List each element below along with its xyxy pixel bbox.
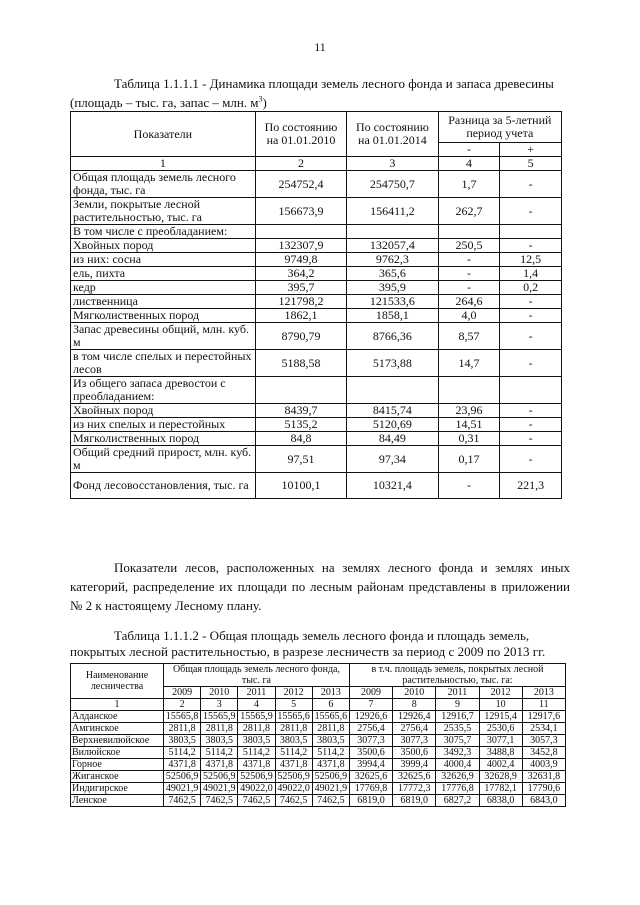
table-cell: 3075,7 (436, 735, 479, 747)
row-label: Верхневилюйское (71, 735, 164, 747)
table-cell: 1,7 (438, 171, 500, 198)
table-cell: - (500, 309, 562, 323)
table-cell: 5114,2 (275, 747, 312, 759)
table-cell: 17776,8 (436, 783, 479, 795)
header-plus: + (500, 143, 562, 157)
row-label: Жиганское (71, 771, 164, 783)
table-cell: 10100,1 (255, 473, 346, 499)
table-cell: 8439,7 (255, 404, 346, 418)
table-cell: 3492,3 (436, 747, 479, 759)
table-cell: - (500, 198, 562, 225)
table-cell: 6819,0 (349, 795, 392, 807)
table-cell (500, 225, 562, 239)
header-forestry-name: Наименование лесничества (71, 664, 164, 699)
table-cell: 254752,4 (255, 171, 346, 198)
table-cell: 3500,6 (349, 747, 392, 759)
year-header: 2012 (479, 687, 522, 699)
table-cell: 15565,6 (312, 711, 349, 723)
table-row (71, 432, 562, 446)
table-cell: 15565,8 (164, 711, 201, 723)
table-cell: - (438, 473, 500, 499)
year-header: 2011 (238, 687, 275, 699)
table-row (71, 281, 562, 295)
year-header: 2010 (393, 687, 436, 699)
table-cell: 0,2 (500, 281, 562, 295)
row-label: Общая площадь земель лесного фонда, тыс. га (71, 171, 256, 198)
table-cell: - (438, 253, 500, 267)
year-header: 2009 (164, 687, 201, 699)
table-cell: 5114,2 (164, 747, 201, 759)
table-row (71, 404, 562, 418)
table-cell: 3803,5 (238, 735, 275, 747)
table-row (71, 267, 562, 281)
table-cell: 4371,8 (201, 759, 238, 771)
table-cell: - (500, 295, 562, 309)
table-cell: 0,17 (438, 446, 500, 473)
table-cell: 5188,58 (255, 350, 346, 377)
table-cell: - (500, 323, 562, 350)
table-cell: - (500, 446, 562, 473)
table-cell: 7462,5 (275, 795, 312, 807)
column-number: 4 (438, 157, 500, 171)
table-row (71, 225, 562, 239)
table-cell: 49021,9 (312, 783, 349, 795)
table-cell: 2811,8 (201, 723, 238, 735)
header-minus: - (438, 143, 500, 157)
table-row (71, 771, 566, 783)
table-cell: 14,51 (438, 418, 500, 432)
row-label: Общий средний прирост, млн. куб. м (71, 446, 256, 473)
table-cell: 52506,9 (164, 771, 201, 783)
table-row (71, 239, 562, 253)
table-cell: 2811,8 (238, 723, 275, 735)
table-cell: 3077,3 (393, 735, 436, 747)
table-cell: 9749,8 (255, 253, 346, 267)
table-cell: 15565,9 (201, 711, 238, 723)
table-cell: 8415,74 (347, 404, 438, 418)
table-cell: 12915,4 (479, 711, 522, 723)
table-row (71, 473, 562, 499)
table-cell: 4371,8 (312, 759, 349, 771)
column-number: 3 (201, 699, 238, 711)
table-cell: 2811,8 (164, 723, 201, 735)
table-cell: 15565,9 (238, 711, 275, 723)
table-cell: 6827,2 (436, 795, 479, 807)
table-cell: - (500, 418, 562, 432)
row-label: Земли, покрытые лесной растительностью, тыс. га (71, 198, 256, 225)
row-label: Хвойных пород (71, 239, 256, 253)
table-cell: 7462,5 (312, 795, 349, 807)
table-cell: 365,6 (347, 267, 438, 281)
table-cell: 10321,4 (347, 473, 438, 499)
column-number: 8 (393, 699, 436, 711)
column-number: 2 (255, 157, 346, 171)
column-number: 10 (479, 699, 522, 711)
table-cell: 3077,1 (479, 735, 522, 747)
table-row (71, 747, 566, 759)
table-cell: 5114,2 (312, 747, 349, 759)
table1-caption (70, 76, 570, 111)
body-paragraph: Показатели лесов, расположенных на землях лесного фонда и землях иных категорий, распределение их площади по лесным районам представлены в приложении № 2 к настоящему Лесному плану. (70, 560, 570, 613)
table-cell: 3803,5 (164, 735, 201, 747)
table-cell: 250,5 (438, 239, 500, 253)
table-cell: 6819,0 (393, 795, 436, 807)
table-cell: 156411,2 (347, 198, 438, 225)
table-row (71, 295, 562, 309)
table-cell: 395,9 (347, 281, 438, 295)
table-cell: 2530,6 (479, 723, 522, 735)
row-label: Хвойных пород (71, 404, 256, 418)
table-cell: 9762,3 (347, 253, 438, 267)
table-cell: 15565,6 (275, 711, 312, 723)
column-number: 6 (312, 699, 349, 711)
row-label: Индигирское (71, 783, 164, 795)
table-cell: 264,6 (438, 295, 500, 309)
column-number: 3 (347, 157, 438, 171)
table-cell: 3803,5 (312, 735, 349, 747)
table-cell: 5120,69 (347, 418, 438, 432)
table-cell: 7462,5 (238, 795, 275, 807)
row-label: Запас древесины общий, млн. куб. м (71, 323, 256, 350)
table-cell: 49021,9 (201, 783, 238, 795)
row-label: Из общего запаса древостои с преобладанием: (71, 377, 256, 404)
table-cell: 8,57 (438, 323, 500, 350)
table-cell: 4000,4 (436, 759, 479, 771)
row-label: Амгинское (71, 723, 164, 735)
table-cell: 3999,4 (393, 759, 436, 771)
year-header: 2013 (522, 687, 565, 699)
year-header: 2013 (312, 687, 349, 699)
table-cell: 32625,6 (349, 771, 392, 783)
table-cell: 17790,6 (522, 783, 565, 795)
row-label: Фонд лесовосстановления, тыс. га (71, 473, 256, 499)
table-cell: 132307,9 (255, 239, 346, 253)
table-cell: 1862,1 (255, 309, 346, 323)
table-cell: 32626,9 (436, 771, 479, 783)
header-state-2014: По состоянию на 01.01.2014 (347, 112, 438, 157)
table-row (71, 171, 562, 198)
column-number: 11 (522, 699, 565, 711)
table-row (71, 323, 562, 350)
table-cell: 5114,2 (238, 747, 275, 759)
table-row (71, 759, 566, 771)
table-cell: 132057,4 (347, 239, 438, 253)
header-state-2010: По состоянию на 01.01.2010 (255, 112, 346, 157)
table-cell: 12926,6 (349, 711, 392, 723)
table-cell: 84,8 (255, 432, 346, 446)
table-cell: 17782,1 (479, 783, 522, 795)
table-cell: 97,51 (255, 446, 346, 473)
row-label: Алданское (71, 711, 164, 723)
column-number: 1 (71, 157, 256, 171)
table-cell: 7462,5 (164, 795, 201, 807)
table-cell: 32625,6 (393, 771, 436, 783)
column-number: 7 (349, 699, 392, 711)
header-difference: Разница за 5-летний период учета (438, 112, 561, 143)
table1-caption-line2: (площадь – тыс. га, запас – млн. $м^3$) (70, 95, 267, 111)
table-cell: 364,2 (255, 267, 346, 281)
table-cell: 2534,1 (522, 723, 565, 735)
year-header: 2010 (201, 687, 238, 699)
table-cell: 52506,9 (238, 771, 275, 783)
table-cell: 5173,88 (347, 350, 438, 377)
table-cell: 17769,8 (349, 783, 392, 795)
table-cell (255, 377, 346, 404)
table-cell: 32631,8 (522, 771, 565, 783)
row-label: Мягколиственных пород (71, 309, 256, 323)
table-cell: 1,4 (500, 267, 562, 281)
forest-fund-dynamics-table (70, 111, 562, 499)
table-cell: 12,5 (500, 253, 562, 267)
table1-caption-line1: Таблица 1.1.1.1 - Динамика площади земель лесного фонда и запаса древесины (114, 76, 554, 91)
table-row (71, 711, 566, 723)
table-row (71, 377, 562, 404)
row-label: В том числе с преобладанием: (71, 225, 256, 239)
table-cell: 0,31 (438, 432, 500, 446)
year-header: 2011 (436, 687, 479, 699)
table-row (71, 735, 566, 747)
table-cell: 254750,7 (347, 171, 438, 198)
table-cell: 49022,0 (275, 783, 312, 795)
table-cell: 97,34 (347, 446, 438, 473)
table-cell: 2756,4 (349, 723, 392, 735)
row-label: Вилюйское (71, 747, 164, 759)
table-cell: 4371,8 (164, 759, 201, 771)
table-cell: 395,7 (255, 281, 346, 295)
row-label: из них спелых и перестойных (71, 418, 256, 432)
table-cell: - (500, 239, 562, 253)
forestry-area-table (70, 663, 566, 807)
table2-caption-line1: Таблица 1.1.1.2 - Общая площадь земель лесного фонда и площадь земель, (114, 628, 530, 643)
table2-caption-line2: покрытых лесной растительностью, в разрезе лесничеств за период с 2009 по 2013 гг. (70, 644, 546, 659)
table-row (71, 795, 566, 807)
table-row (71, 783, 566, 795)
table-cell: 49021,9 (164, 783, 201, 795)
table-cell: 8790,79 (255, 323, 346, 350)
table1-body (71, 171, 562, 499)
table-cell: 3803,5 (201, 735, 238, 747)
table-cell: 23,96 (438, 404, 500, 418)
table-cell: - (500, 350, 562, 377)
table-cell: - (500, 432, 562, 446)
table-cell: 12916,7 (436, 711, 479, 723)
table-row (71, 446, 562, 473)
column-number: 5 (500, 157, 562, 171)
table-cell: - (438, 281, 500, 295)
column-number: 4 (238, 699, 275, 711)
table-cell: 4002,4 (479, 759, 522, 771)
table-cell: 4371,8 (238, 759, 275, 771)
table-cell: - (500, 171, 562, 198)
header-covered-area: в т.ч. площадь земель, покрытых лесной растительностью, тыс. га: (349, 664, 565, 687)
row-label: из них: сосна (71, 253, 256, 267)
table-cell: 4003,9 (522, 759, 565, 771)
table-cell: 49022,0 (238, 783, 275, 795)
table-cell: 12926,4 (393, 711, 436, 723)
table-cell: 17772,3 (393, 783, 436, 795)
table-cell: 12917,6 (522, 711, 565, 723)
table-cell: 3452,8 (522, 747, 565, 759)
table-cell: 3500,6 (393, 747, 436, 759)
table-cell (438, 225, 500, 239)
table-cell: 2756,4 (393, 723, 436, 735)
table-cell: 3803,5 (275, 735, 312, 747)
table-cell: 121533,6 (347, 295, 438, 309)
table-cell: 52506,9 (275, 771, 312, 783)
table-cell: 3994,4 (349, 759, 392, 771)
table-cell: 3057,3 (522, 735, 565, 747)
row-label: Ленское (71, 795, 164, 807)
table-cell (347, 225, 438, 239)
table2-caption (70, 628, 570, 660)
table-cell (500, 377, 562, 404)
table-cell: 4,0 (438, 309, 500, 323)
row-label: в том числе спелых и перестойных лесов (71, 350, 256, 377)
table-cell: 1858,1 (347, 309, 438, 323)
table-cell: 5135,2 (255, 418, 346, 432)
row-label: Мягколиственных пород (71, 432, 256, 446)
table-row (71, 350, 562, 377)
row-label: ель, пихта (71, 267, 256, 281)
table-cell: 84,49 (347, 432, 438, 446)
table-row (71, 198, 562, 225)
column-number: 2 (164, 699, 201, 711)
table-cell: 2811,8 (312, 723, 349, 735)
table-cell: 221,3 (500, 473, 562, 499)
row-label: Горное (71, 759, 164, 771)
header-total-area: Общая площадь земель лесного фонда, тыс. га (164, 664, 350, 687)
table-cell: 6838,0 (479, 795, 522, 807)
table-cell: 32628,9 (479, 771, 522, 783)
table-cell: 2535,5 (436, 723, 479, 735)
table-cell: 3077,3 (349, 735, 392, 747)
table-cell: - (500, 404, 562, 418)
page-number: 11 (314, 40, 326, 54)
table-cell: 2811,8 (275, 723, 312, 735)
table-cell: 4371,8 (275, 759, 312, 771)
table-row (71, 418, 562, 432)
year-header: 2009 (349, 687, 392, 699)
header-indicators: Показатели (71, 112, 256, 157)
table-cell (255, 225, 346, 239)
table-cell (347, 377, 438, 404)
table-cell: 156673,9 (255, 198, 346, 225)
table-cell: 14,7 (438, 350, 500, 377)
row-label: кедр (71, 281, 256, 295)
table-cell: 6843,0 (522, 795, 565, 807)
table-cell: 52506,9 (312, 771, 349, 783)
year-header: 2012 (275, 687, 312, 699)
table-cell: 262,7 (438, 198, 500, 225)
table-cell: - (438, 267, 500, 281)
table2-body (71, 711, 566, 807)
column-number: 1 (71, 699, 164, 711)
table-row (71, 723, 566, 735)
column-numbers-row (71, 157, 562, 171)
table-cell: 7462,5 (201, 795, 238, 807)
column-number: 9 (436, 699, 479, 711)
column-numbers-row (71, 699, 566, 711)
table-cell: 8766,36 (347, 323, 438, 350)
table-row (71, 309, 562, 323)
row-label: лиственница (71, 295, 256, 309)
table-cell: 5114,2 (201, 747, 238, 759)
table-cell: 3488,8 (479, 747, 522, 759)
table-cell (438, 377, 500, 404)
table-cell: 52506,9 (201, 771, 238, 783)
table-row (71, 253, 562, 267)
table-cell: 121798,2 (255, 295, 346, 309)
column-number: 5 (275, 699, 312, 711)
